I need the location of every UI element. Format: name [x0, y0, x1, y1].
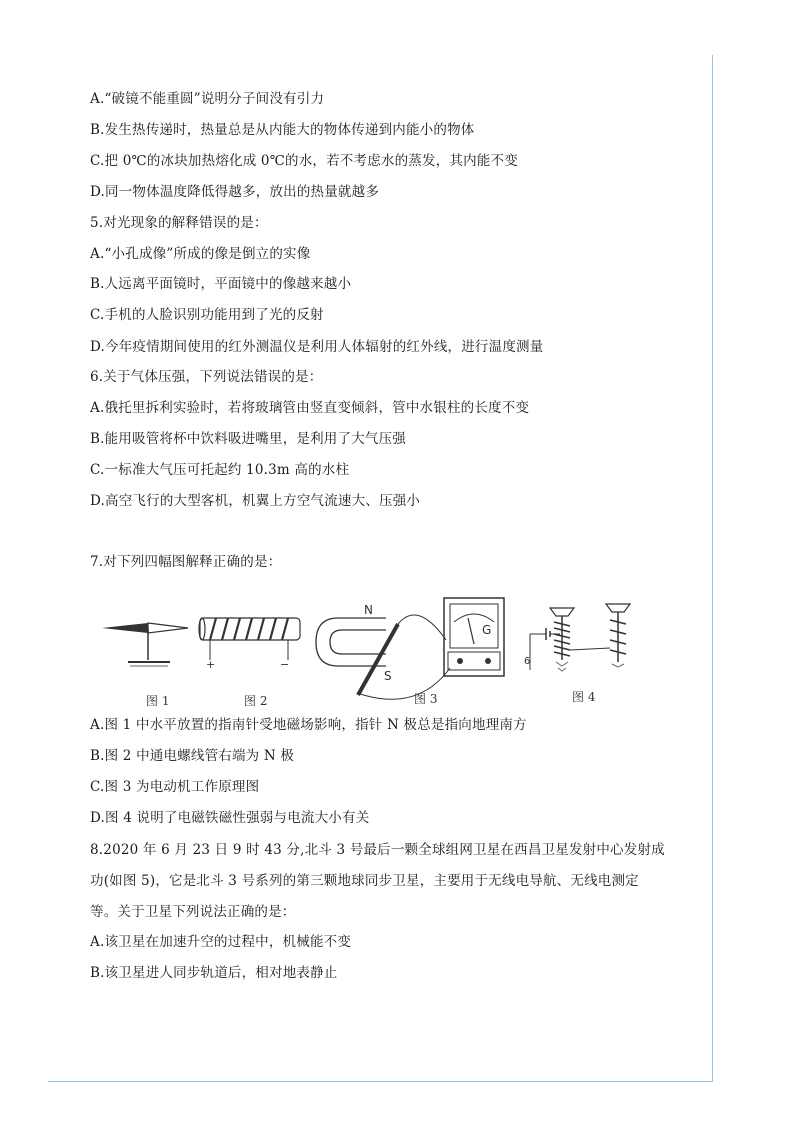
q7-option-b: B.图 2 中通电螺线管右端为 N 极 [90, 748, 295, 764]
fig3-galvanometer-setup [316, 598, 504, 699]
q8-option-a: A.该卫星在加速升空的过程中，机械能不变 [90, 934, 352, 950]
q5-stem: 5.对光现象的解释错误的是： [90, 215, 268, 231]
q4-option-c: C.把 0℃的冰块加热熔化成 0℃的水，若不考虑水的蒸发，其内能不变 [90, 153, 518, 169]
q8-option-b: B.该卫星进人同步轨道后，相对地表静止 [90, 965, 338, 981]
q6-option-c: C.一标准大气压可托起约 10.3m 高的水柱 [90, 462, 350, 478]
page-border-right [712, 55, 713, 1082]
q7-stem: 7.对下列四幅图解释正确的是： [90, 554, 282, 570]
fig3-n-label: N [364, 603, 373, 617]
q6-option-a: A.俄托里拆利实验时，若将玻璃管由竖直变倾斜，管中水银柱的长度不变 [90, 400, 530, 416]
fig4-label: 6 [524, 656, 531, 667]
q5-option-b: B.人远离平面镜时，平面镜中的像越来越小 [90, 276, 352, 292]
q5-option-c: C.手机的人脸识别功能用到了光的反射 [90, 307, 324, 323]
q4-option-a: A.“破镜不能重圆”说明分子间没有引力 [90, 91, 325, 107]
q5-option-a: A.“小孔成像”所成的像是倒立的实像 [90, 246, 311, 262]
fig2-solenoid [199, 618, 300, 671]
fig3-caption: 图 3 [414, 692, 438, 706]
q6-option-d: D.高空飞行的大型客机，机翼上方空气流速大、压强小 [90, 493, 421, 509]
fig1-compass [102, 623, 188, 666]
fig1-caption: 图 1 [146, 694, 170, 708]
fig2-caption: 图 2 [244, 694, 268, 708]
page-border-bottom [48, 1081, 713, 1082]
q8-stem-line3: 等。关于卫星下列说法正确的是： [90, 904, 296, 920]
q7-option-c: C.图 3 为电动机工作原理图 [90, 779, 260, 795]
q6-option-b: B.能用吸管将杯中饮料吸进嘴里，是利用了大气压强 [90, 431, 407, 447]
fig3-g-label: G [482, 623, 492, 637]
fig4-electromagnets [524, 604, 630, 671]
q6-stem: 6.关于气体压强，下列说法错误的是： [90, 369, 323, 385]
fig4-caption: 图 4 [572, 690, 596, 704]
q8-stem-line1: 8.2020 年 6 月 23 日 9 时 43 分,北斗 3 号最后一颗全球组网卫星在西昌卫星发射中心发射成 [90, 842, 665, 858]
fig2-plus-sign: + [206, 658, 216, 671]
q7-option-a: A.图 1 中水平放置的指南针受地磁场影响，指针 N 极总是指向地理南方 [90, 717, 527, 733]
fig3-s-label: S [384, 669, 392, 683]
fig2-minus-sign: − [280, 658, 290, 671]
q7-option-d: D.图 4 说明了电磁铁磁性强弱与电流大小有关 [90, 810, 370, 826]
q8-stem-line2: 功(如图 5)，它是北斗 3 号系列的第三颗地球同步卫星，主要用于无线电导航、无线电测定 [90, 873, 639, 889]
q7-figures [98, 590, 658, 715]
q4-option-b: B.发生热传递时，热量总是从内能大的物体传递到内能小的物体 [90, 122, 475, 138]
q5-option-d: D.今年疫情期间使用的红外测温仪是利用人体辐射的红外线，进行温度测量 [90, 339, 544, 355]
q4-option-d: D.同一物体温度降低得越多，放出的热量就越多 [90, 184, 380, 200]
